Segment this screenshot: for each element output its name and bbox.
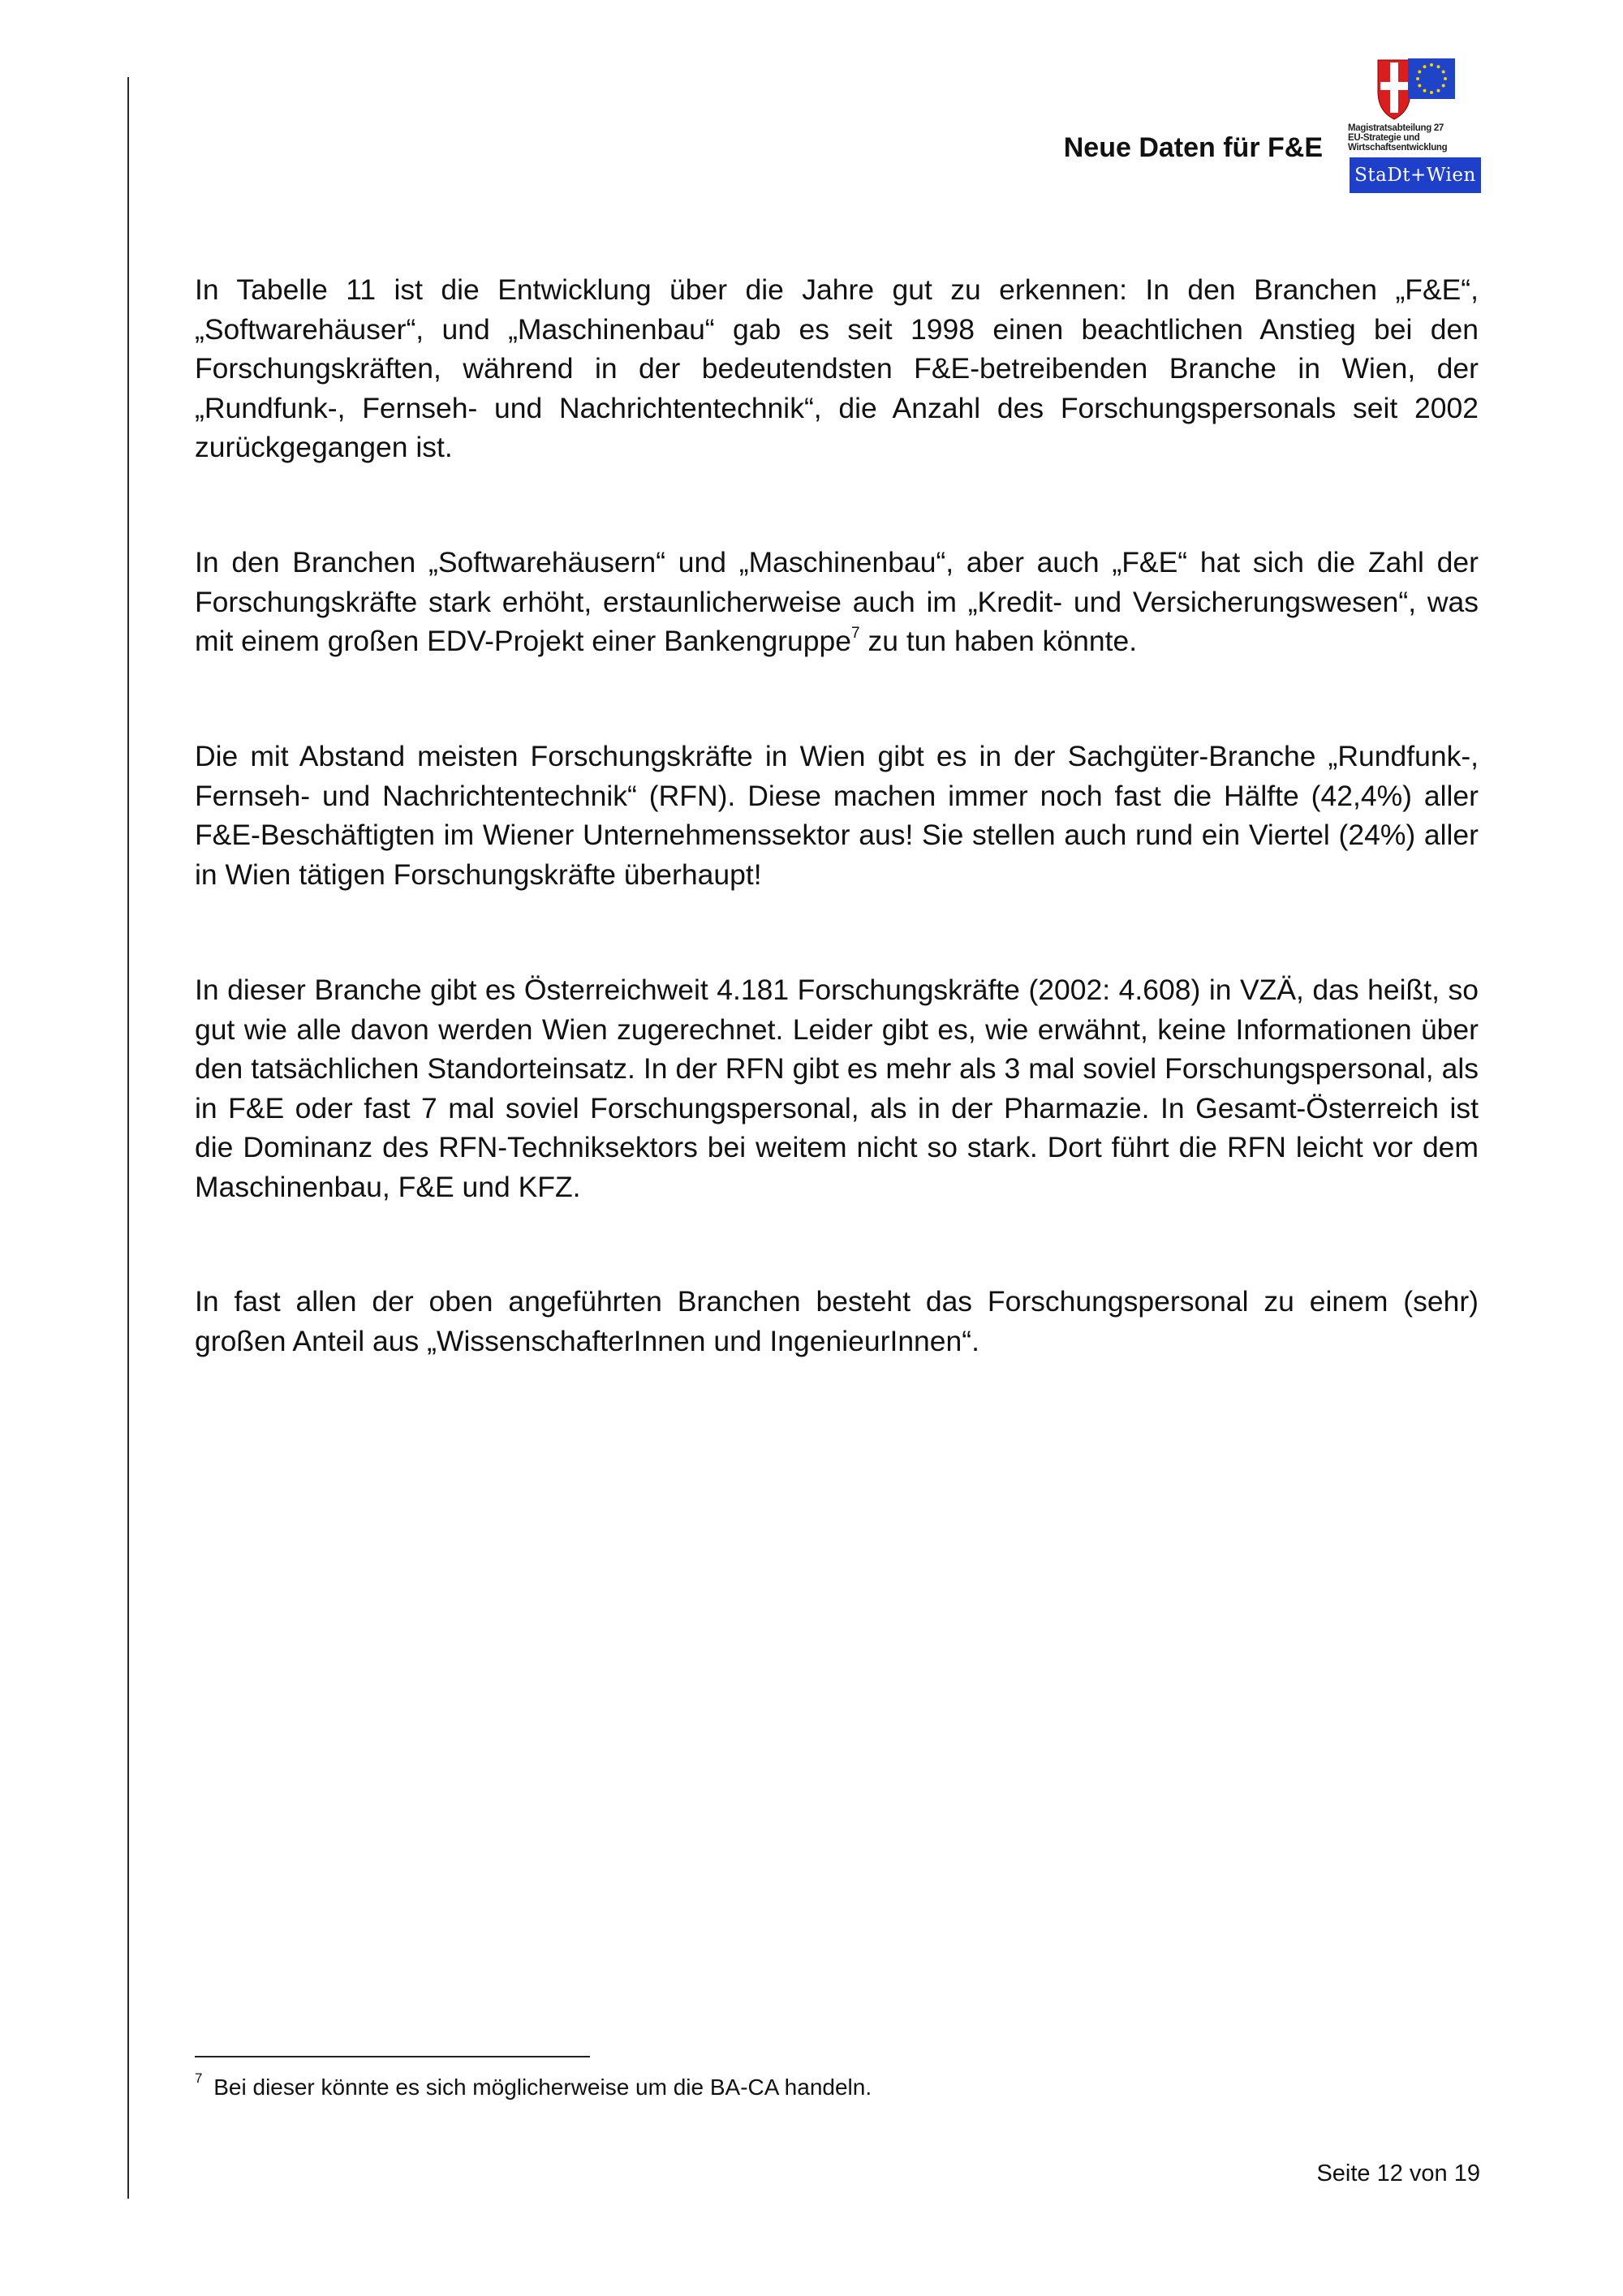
footnote-separator (195, 2056, 590, 2057)
body-paragraph: In fast allen der oben angeführten Branchen besteht das Forschungspersonal zu einem (sehr) großen Anteil aus „WissenschafterInnen und IngenieurInnen“. (195, 1285, 1479, 1357)
department-name (1348, 123, 1486, 153)
body-paragraph (195, 543, 1479, 661)
body-paragraph: In Tabelle 11 ist die Entwicklung über die Jahre gut zu erkennen: In den Branchen „F&E“, „Softwarehäuser“, und „Maschinenbau“ gab es seit 1998 einen beachtlichen Anstieg bei den Forschungskräften, während in der bedeutendsten F&E-betreibenden Branche in Wien, der „Rundfunk-, Fernseh- und Nachrichtentechnik“, die Anzahl des Forschungspersonals seit 2002 zurückgegangen ist. (195, 273, 1479, 463)
department-line: Wirtschaftsentwicklung (1348, 143, 1448, 153)
vienna-coat-of-arms-icon (1377, 59, 1411, 120)
stadt-wien-logo (1347, 58, 1483, 196)
stadt-wien-wordmark: StaDt+Wien (1350, 157, 1481, 193)
footnote-number: 7 (195, 2070, 203, 2086)
paragraph-text: In den Branchen „Softwarehäusern“ und „Maschinenbau“, aber auch „F&E“ hat sich die Zahl der Forschungskräfte stark erhöht, erstaunlicherweise auch im „Kredit- und Versicherungswesen“, was mit einem großen EDV-Projekt einer Bankengruppe (195, 546, 1479, 657)
left-margin-rule (127, 77, 129, 2199)
body-paragraph: Die mit Abstand meisten Forschungskräfte in Wien gibt es in der Sachgüter-Branche „Rundfunk-, Fernseh- und Nachrichtentechnik“ (RFN). Diese machen immer noch fast die Hälfte (42,4%) aller F&E-Beschäftigten im Wiener Unternehmenssektor aus! Sie stellen auch rund ein Viertel (24%) aller in Wien tätigen Forschungskräfte überhaupt! (195, 740, 1479, 891)
page-number: Seite 12 von 19 (1316, 2161, 1480, 2186)
footnote (195, 2070, 872, 2102)
footnote-reference: 7 (851, 625, 860, 643)
page-header-title: Neue Daten für F&E (1063, 132, 1323, 163)
footnote-text: Bei dieser könnte es sich möglicherweise um die BA-CA handeln. (207, 2075, 872, 2100)
department-line: Magistratsabteilung 27 (1348, 123, 1444, 133)
body-paragraph: In dieser Branche gibt es Österreichweit 4.181 Forschungskräfte (2002: 4.608) in VZÄ, das heißt, so gut wie alle davon werden Wien zugerechnet. Leider gibt es, wie erwähnt, keine Informationen über den tatsächlichen Standorteinsatz. In der RFN gibt es mehr als 3 mal soviel Forschungspersonal, als in F&E oder fast 7 mal soviel Forschungspersonal, als in der Pharmazie. In Gesamt-Österreich ist die Dominanz des RFN-Techniksektors bei weitem nicht so stark. Dort führt die RFN leicht vor dem Maschinenbau, F&E und KFZ. (195, 974, 1479, 1203)
eu-flag-icon (1408, 58, 1455, 99)
department-line: EU-Strategie und (1348, 133, 1420, 143)
paragraph-text: zu tun haben könnte. (859, 625, 1138, 657)
